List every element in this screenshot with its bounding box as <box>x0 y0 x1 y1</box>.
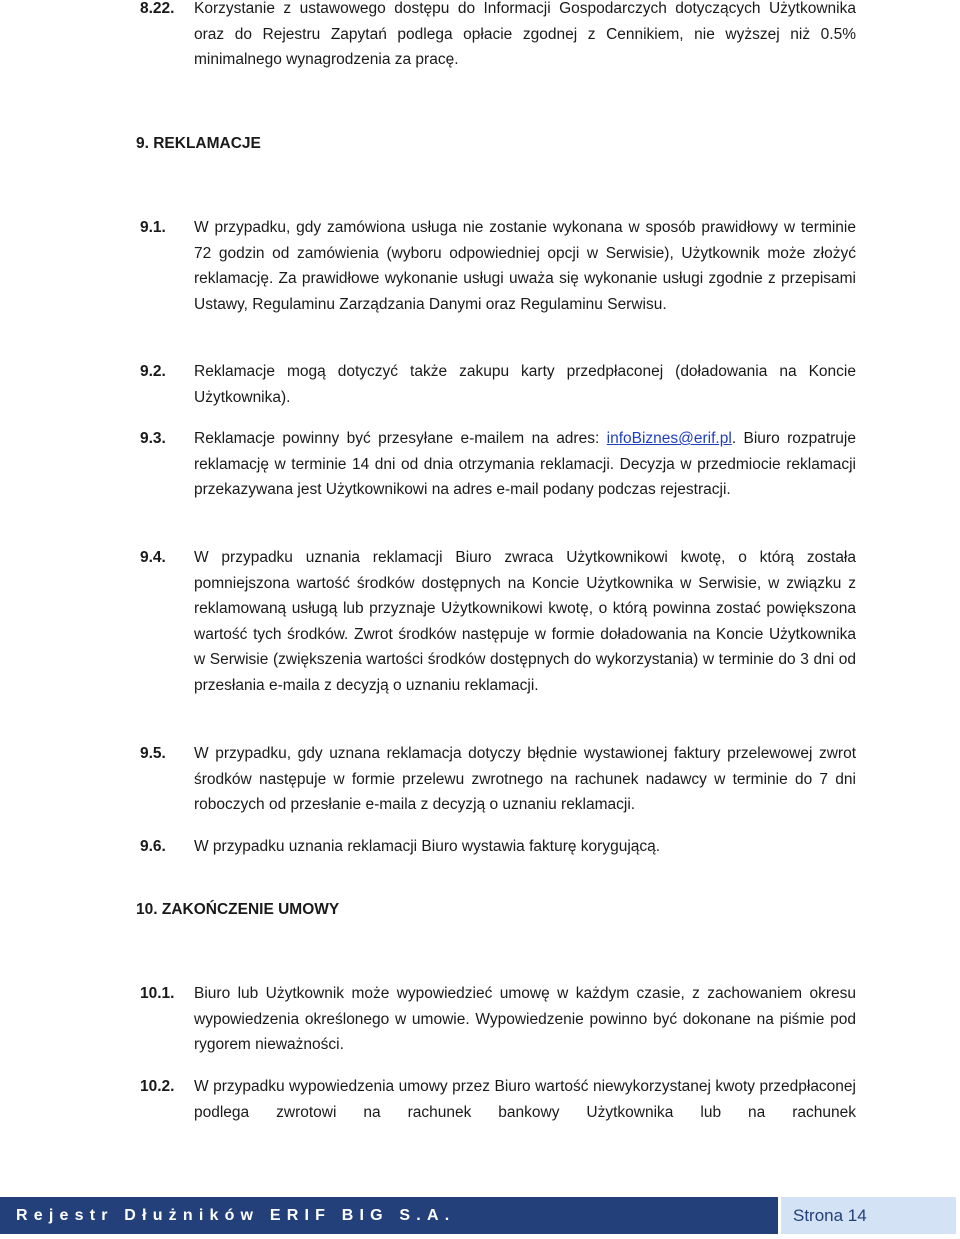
section-heading-reklamacje: 9. REKLAMACJE <box>136 135 261 152</box>
footer-company-bar: Rejestr Dłużników ERIF BIG S.A. <box>0 1197 778 1234</box>
clause-text: Korzystanie z ustawowego dostępu do Informacji Gospodarczych dotyczących Użytkownika oraz do Rejestru Zapytań podlega opłacie zgodnej z Cennikiem, nie wyższej niż 0.5% minimalnego wynagrodzenia za pracę. <box>194 0 856 69</box>
email-link[interactable]: infoBiznes@erif.pl <box>606 430 732 447</box>
clause-number: 8.22. <box>140 0 175 17</box>
clause-text: W przypadku, gdy uznana reklamacja dotyczy błędnie wystawionej faktury przelewowej zwrot środków następuje w formie przelewu zwrotnego na rachunek nadawcy w terminie do 7 dni roboczych od przesłanie e-maila z decyzją o uznaniu reklamacji. <box>194 745 856 814</box>
clause-text: W przypadku wypowiedzenia umowy przez Biuro wartość niewykorzystanej kwoty przedpłaconej podlega zwrotowi na rachunek bankowy Użytkownika lub na rachunek <box>194 1078 856 1121</box>
clause-number: 9.1. <box>140 219 166 236</box>
clause-number: 10.2. <box>140 1078 175 1095</box>
clause-9-2 <box>140 359 856 410</box>
clause-number: 9.4. <box>140 549 166 566</box>
clause-number: 9.3. <box>140 430 166 447</box>
clause-9-1 <box>140 215 856 317</box>
clause-8-22 <box>140 0 856 73</box>
clause-text: W przypadku uznania reklamacji Biuro zwraca Użytkownikowi kwotę, o którą została pomniejszona wartość środków dostępnych na Koncie Użytkownika w Serwisie, w związku z reklamowaną usługą lub przyznaje Użytkownikowi kwotę, o którą powinna zostać powiększona wartość tych środków. Zwrot środków następuje w formie doładowania na Koncie Użytkownika w Serwisie (zwiększenia wartości środków dostępnych do wykorzystania) w terminie do 3 dni od przesłania e-maila z decyzją o uznaniu reklamacji. <box>194 549 856 694</box>
clause-10-2 <box>140 1074 856 1125</box>
clause-text-before: Reklamacje powinny być przesyłane e-mailem na adres: <box>194 430 607 447</box>
clause-text: Biuro lub Użytkownik może wypowiedzieć umowę w każdym czasie, z zachowaniem okresu wypowiedzenia określonego w umowie. Wypowiedzenie powinno być dokonane na piśmie pod rygorem nieważności. <box>194 985 856 1054</box>
clause-text: Reklamacje mogą dotyczyć także zakupu karty przedpłaconej (doładowania na Koncie Użytkownika). <box>194 363 856 406</box>
clause-text: W przypadku uznania reklamacji Biuro wystawia fakturę korygującą. <box>194 838 661 855</box>
section-heading-zakonczenie: 10. ZAKOŃCZENIE UMOWY <box>136 901 340 918</box>
clause-number: 10.1. <box>140 985 175 1002</box>
clause-text <box>194 426 856 503</box>
clause-number: 9.2. <box>140 363 166 380</box>
clause-10-1 <box>140 981 856 1058</box>
clause-9-6 <box>140 834 856 860</box>
clause-9-4 <box>140 545 856 699</box>
footer-page-number: Strona 14 <box>781 1197 956 1234</box>
clause-number: 9.6. <box>140 838 166 855</box>
clause-text-after: . Biuro rozpatruje reklamację w terminie 14 dni od dnia otrzymania reklamacji. Decyzja w przedmiocie reklamacji przekazywana jest Użytkownikowi na adres e-mail podany podczas rejestracji. <box>194 430 856 499</box>
clause-9-5 <box>140 741 856 818</box>
clause-text: W przypadku, gdy zamówiona usługa nie zostanie wykonana w sposób prawidłowy w terminie 72 godzin od zamówienia (wyboru odpowiedniej opcji w Serwisie), Użytkownik może złożyć reklamację. Za prawidłowe wykonanie usługi uważa się wykonanie usługi zgodnie z przepisami Ustawy, Regulaminu Zarządzania Danymi oraz Regulaminu Serwisu. <box>194 219 856 313</box>
clause-9-3 <box>140 426 856 503</box>
clause-number: 9.5. <box>140 745 166 762</box>
